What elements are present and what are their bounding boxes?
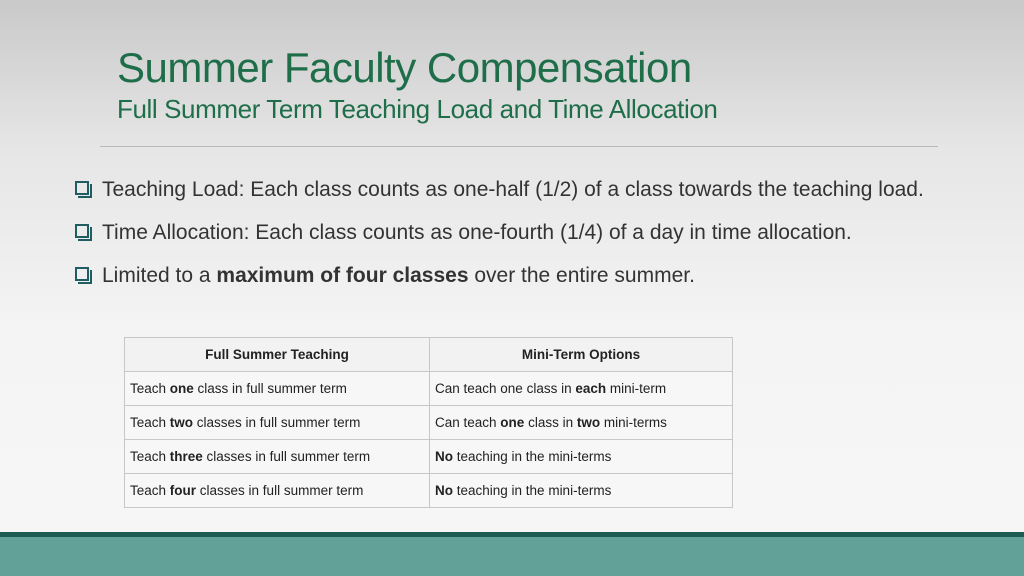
bold-text-run: one: [500, 415, 525, 430]
checkbox-bullet-icon: [75, 181, 89, 195]
column-header-full-summer: Full Summer Teaching: [125, 338, 430, 372]
full-summer-cell: [125, 406, 430, 440]
mini-term-cell: [430, 372, 733, 406]
text-run: Teach: [130, 483, 170, 498]
full-summer-cell: [125, 474, 430, 508]
slide-subtitle: Full Summer Term Teaching Load and Time Allocation: [117, 94, 718, 124]
text-run: teaching in the mini-terms: [453, 483, 612, 498]
full-summer-cell: [125, 440, 430, 474]
text-run: classes in full summer term: [196, 483, 364, 498]
text-run: classes in full summer term: [202, 449, 371, 464]
bold-text-run: three: [169, 449, 203, 464]
text-run: class in full summer term: [193, 381, 347, 396]
text-run: class in: [524, 415, 577, 430]
text-run: Teach: [130, 381, 170, 396]
text-run: Teaching Load: Each class counts as one-half (1/2) of a class towards the teaching load.: [102, 178, 924, 201]
bullet-list: [73, 176, 953, 290]
checkbox-bullet-icon: [75, 224, 89, 238]
checkbox-bullet-icon: [75, 267, 89, 281]
bold-text-run: maximum of four classes: [216, 264, 469, 287]
bold-text-run: two: [576, 415, 601, 430]
text-run: Time Allocation: Each class counts as one-fourth (1/4) of a day in time allocation.: [102, 221, 852, 244]
bold-text-run: one: [169, 381, 194, 396]
text-run: mini-term: [606, 381, 667, 396]
text-run: Limited to a: [102, 264, 217, 287]
column-header-mini-term: Mini-Term Options: [430, 338, 733, 372]
compensation-table: [124, 337, 733, 508]
mini-term-cell: [430, 406, 733, 440]
table-row: [125, 474, 733, 508]
text-run: over the entire summer.: [468, 264, 695, 287]
mini-term-cell: [430, 474, 733, 508]
mini-term-cell: [430, 440, 733, 474]
footer-band: [0, 537, 1024, 576]
title-divider: [100, 146, 938, 147]
text-run: Can teach: [435, 415, 501, 430]
bold-text-run: four: [169, 483, 197, 498]
bullet-item: [73, 262, 953, 290]
slide-title: Summer Faculty Compensation: [117, 44, 692, 91]
table-header-row: [125, 338, 733, 372]
text-run: Teach: [130, 415, 170, 430]
table-row: [125, 406, 733, 440]
text-run: Teach: [130, 449, 170, 464]
bold-text-run: No: [435, 483, 453, 498]
text-run: Can teach one class in: [435, 381, 576, 396]
text-run: teaching in the mini-terms: [453, 449, 612, 464]
text-run: classes in full summer term: [193, 415, 361, 430]
bullet-item: [73, 176, 953, 204]
table-row: [125, 440, 733, 474]
bold-text-run: two: [169, 415, 194, 430]
full-summer-cell: [125, 372, 430, 406]
bold-text-run: No: [435, 449, 453, 464]
bullet-item: [73, 219, 953, 247]
text-run: mini-terms: [600, 415, 667, 430]
bold-text-run: each: [575, 381, 607, 396]
table-row: [125, 372, 733, 406]
